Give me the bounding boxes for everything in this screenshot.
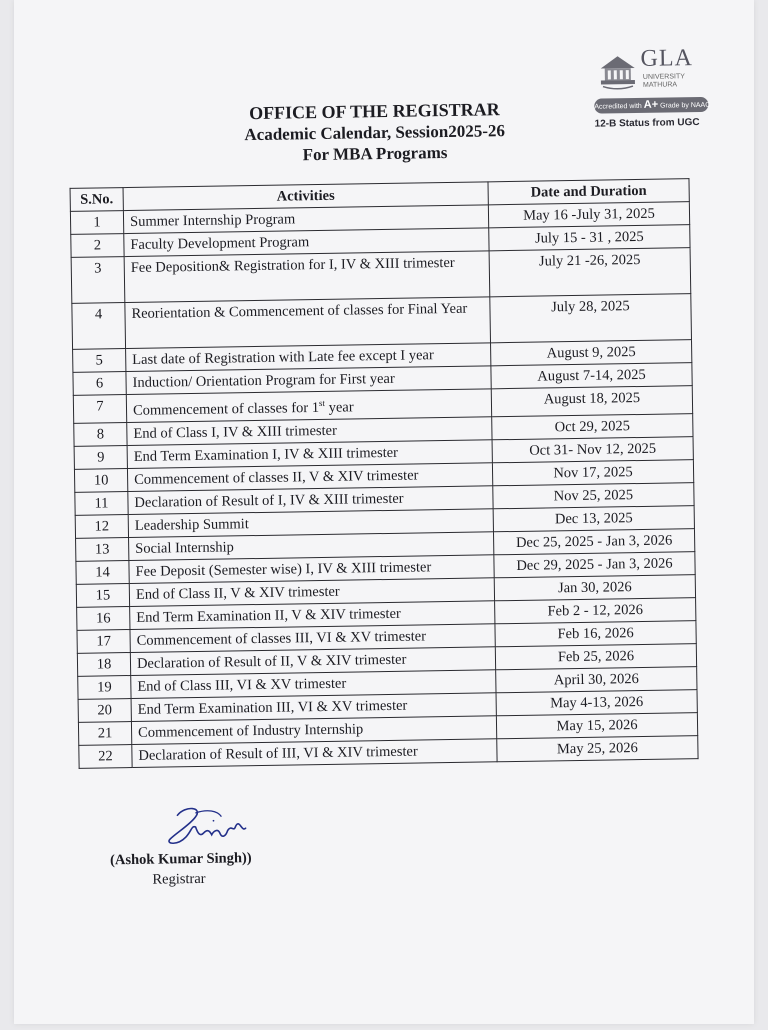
- row-activity: Commencement of Industry Internship: [131, 716, 496, 745]
- row-date: Feb 2 - 12, 2026: [495, 597, 696, 623]
- university-logo: [590, 41, 722, 143]
- row-sno: 21: [78, 721, 131, 745]
- row-activity: Fee Deposition& Registration for I, IV & XIII trimester: [124, 251, 490, 303]
- row-activity: End Term Examination III, VI & XV trimester: [131, 693, 496, 722]
- row-activity: Summer Internship Program: [123, 205, 488, 234]
- row-activity: End of Class II, V & XIV trimester: [129, 578, 494, 607]
- row-sno: 20: [78, 698, 131, 722]
- column-header-date: Date and Duration: [488, 179, 689, 205]
- row-sno: 2: [71, 234, 124, 258]
- row-activity: Declaration of Result of I, IV & XIII trimester: [128, 486, 493, 515]
- row-sno: 13: [76, 537, 129, 561]
- row-date: Nov 17, 2025: [492, 459, 693, 485]
- ugc-status: 12-B Status from UGC: [594, 117, 700, 130]
- row-activity: Faculty Development Program: [124, 228, 489, 257]
- row-sno: 14: [76, 560, 129, 584]
- naac-badge-suffix: Grade by NAAC: [660, 101, 711, 110]
- row-sno: 3: [71, 257, 125, 304]
- row-activity: Induction/ Orientation Program for First year: [126, 366, 491, 395]
- row-sno: 8: [74, 422, 127, 446]
- row-activity: End of Class I, IV & XIII trimester: [127, 417, 492, 446]
- row-date: May 16 -July 31, 2025: [488, 202, 689, 228]
- column-header-activities: Activities: [123, 182, 488, 211]
- row-sno: 18: [77, 652, 130, 676]
- row-date: Oct 29, 2025: [492, 413, 693, 439]
- row-sno: 12: [75, 514, 128, 538]
- row-date: July 15 - 31 , 2025: [489, 225, 690, 251]
- row-activity: Last date of Registration with Late fee except I year: [126, 343, 491, 372]
- handwritten-signature: [155, 802, 256, 854]
- signatory-name: (Ashok Kumar Singh)): [109, 850, 252, 869]
- row-sno: 4: [72, 303, 126, 350]
- row-date: Dec 25, 2025 - Jan 3, 2026: [493, 528, 694, 554]
- row-date: May 4-13, 2026: [496, 689, 697, 715]
- academic-calendar-table: [70, 178, 699, 768]
- row-sno: 22: [79, 744, 132, 768]
- program-title: For MBA Programs: [302, 142, 448, 165]
- row-sno: 6: [73, 372, 126, 396]
- row-activity-text: Commencement of classes for 1: [132, 399, 320, 419]
- office-title: OFFICE OF THE REGISTRAR: [248, 99, 500, 124]
- row-activity: Leadership Summit: [128, 509, 493, 538]
- row-date: July 28, 2025: [490, 294, 692, 343]
- naac-badge-prefix: Accredited with: [594, 102, 642, 111]
- row-activity: Social Internship: [129, 532, 494, 561]
- row-activity: End Term Examination II, V & XIV trimester: [130, 601, 495, 630]
- row-sno: 11: [75, 491, 128, 515]
- row-activity: Declaration of Result of III, VI & XIV trimester: [132, 739, 497, 768]
- row-date: Oct 31- Nov 12, 2025: [492, 436, 693, 462]
- row-activity: Declaration of Result of II, V & XIV trimester: [130, 647, 495, 676]
- university-emblem-icon: [596, 50, 639, 91]
- row-date: May 25, 2026: [497, 735, 698, 761]
- row-sno: 10: [74, 468, 127, 492]
- row-sno: 17: [77, 629, 130, 653]
- naac-badge-grade: A+: [643, 98, 659, 111]
- row-sno: 9: [74, 445, 127, 469]
- row-sno: 16: [77, 606, 130, 630]
- row-sno: 7: [73, 395, 126, 424]
- row-date: Dec 13, 2025: [493, 505, 694, 531]
- row-sno: 19: [78, 675, 131, 699]
- row-date: August 18, 2025: [491, 386, 692, 417]
- row-activity: Commencement of classes II, V & XIV trimester: [127, 463, 492, 492]
- row-date: August 9, 2025: [491, 340, 692, 366]
- logo-subtitle: UNIVERSITY MATHURA: [642, 73, 685, 89]
- row-date: Nov 25, 2025: [493, 482, 694, 508]
- row-date: Jan 30, 2026: [494, 574, 695, 600]
- row-date: Dec 29, 2025 - Jan 3, 2026: [494, 551, 695, 577]
- row-date: August 7-14, 2025: [491, 363, 692, 389]
- row-date: Feb 25, 2026: [495, 643, 696, 669]
- row-activity: End of Class III, VI & XV trimester: [131, 670, 496, 699]
- row-date: April 30, 2026: [496, 666, 697, 692]
- row-activity-superscript: st: [318, 397, 326, 409]
- row-date: Feb 16, 2026: [495, 620, 696, 646]
- calendar-title: Academic Calendar, Session2025-26: [244, 121, 506, 145]
- row-activity: Reorientation & Commencement of classes for Final Year: [125, 297, 491, 349]
- row-sno: 1: [70, 211, 123, 235]
- signatory-role: Registrar: [152, 870, 206, 888]
- row-activity: Commencement of classes III, VI & XV trimester: [130, 624, 495, 653]
- document-header: [194, 97, 555, 167]
- row-activity: End Term Examination I, IV & XIII trimester: [127, 440, 492, 469]
- row-date: May 15, 2026: [496, 712, 697, 738]
- column-header-sno: S.No.: [70, 188, 123, 212]
- row-date: July 21 -26, 2025: [489, 248, 691, 297]
- row-sno: 5: [73, 349, 126, 373]
- logo-wordmark: GLA: [640, 45, 694, 72]
- row-sno: 15: [76, 583, 129, 607]
- naac-badge: [594, 97, 711, 114]
- row-activity-text-end: year: [324, 399, 354, 416]
- row-activity: Fee Deposit (Semester wise) I, IV & XIII trimester: [129, 555, 494, 584]
